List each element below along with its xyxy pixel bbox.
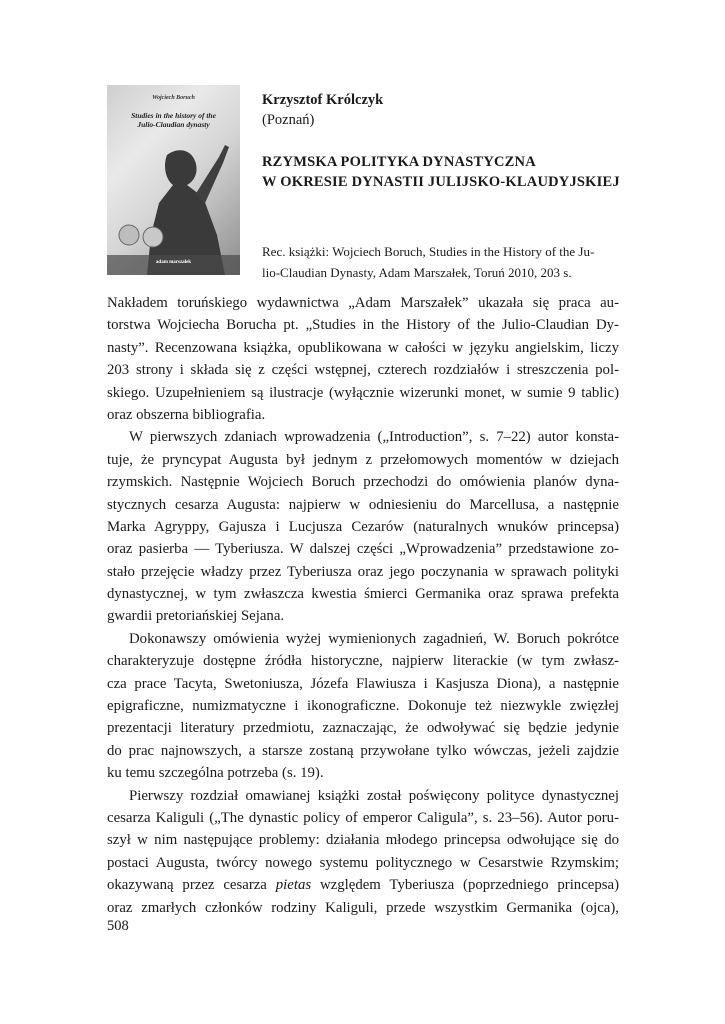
text-line: cesarza Kaliguli („The dynastic policy of emperor Caligula”, s. 23–56). Autor poru- [107, 809, 619, 826]
article-title [262, 152, 620, 192]
review-citation [262, 241, 620, 283]
cover-publisher: adam marszałek [155, 260, 192, 265]
text-line: oraz obszerna bibliografia. [107, 406, 266, 423]
text-line: Pierwszy rozdział omawianej książki został poświęcony polityce dynastycznej [129, 787, 619, 804]
text-line: Nakładem toruńskiego wydawnictwa „Adam Marszałek” ukazała się praca au- [107, 295, 619, 311]
text-line: rzymskich. Następnie Wojciech Boruch przechodzi do omówienia planów dyna- [107, 474, 619, 491]
citation-line: Rec. książki: Wojciech Boruch, Studies in the History of the Ju- [262, 244, 595, 259]
article-title-line: W OKRESIE DYNASTII JULIJSKO-KLAUDYJSKIEJ [262, 174, 620, 190]
text-line: szył w nim następujące problemy: działania młodego princepsa odwołujące się do [107, 832, 619, 849]
text-line: postaci Augusta, twórcy nowego systemu politycznego w Cesarstwie Rzymskim; [107, 854, 619, 871]
text-line: okazywaną przez cesarza pietas względem Tyberiusza (poprzedniego princepsa) [107, 877, 619, 894]
text-line: oraz pasierba — Tyberiusza. W dalszej części „Wprowadzenia” przedstawione zo- [107, 541, 619, 558]
text-line: oraz zmarłych członków rodziny Kaliguli, przede wszystkim Germanika (ojca), [107, 899, 619, 916]
text-line: torstwa Wojciecha Borucha pt. „Studies in the History of the Julio-Claudian Dy- [107, 317, 619, 334]
text-line: epigraficzne, numizmatyczne i ikonograficzne. Dokonuje też niezwykle zwięzłej [107, 698, 619, 715]
text-line: stało przejęcie władzy przez Tyberiusza oraz jego poczynania w sprawach polityki [107, 563, 619, 580]
citation-line: lio-Claudian Dynasty, Adam Marszałek, Toruń 2010, 203 s. [262, 265, 572, 280]
cover-author: Wojciech Boruch [152, 95, 195, 101]
review-author: Krzysztof Królczyk [262, 92, 384, 108]
text-line: Marka Agryppy, Gajusza i Lucjusza Cezarów (naturalnych wnuków princepsa) [107, 518, 619, 535]
text-line: W pierwszych zdaniach wprowadzenia („Introduction”, s. 7–22) autor konsta- [129, 429, 619, 446]
text-line: ku temu szczególna potrzeba (s. 19). [107, 765, 324, 782]
text-line: nasty”. Recenzowana książka, opublikowana w całości w języku angielskim, liczy [107, 339, 619, 356]
text-line: do prac najnowszych, a starsze zostaną przywołane tylko wówczas, jeżeli zajdzie [107, 742, 619, 759]
text-line: tuje, że pryncypat Augusta był jednym z przełomowych momentów w dziejach [107, 451, 619, 468]
text-line: charakteryzuje dostępne źródła historyczne, najpierw literackie (w tym zwłasz- [107, 653, 619, 670]
text-line: 203 strony i składa się z części wstępnej, czterech rozdziałów i streszczenia pol- [107, 362, 619, 379]
cover-title: Studies in the history of the Julio-Claudian dynasty [131, 111, 216, 129]
text-line: Dokonawszy omówienia wyżej wymienionych zagadnień, W. Boruch pokrótce [129, 630, 619, 647]
text-line: stycznych cesarza Augusta: najpierw w odniesieniu do Marcellusa, a następnie [107, 496, 619, 513]
book-cover-image [107, 85, 240, 275]
article-body [107, 292, 619, 919]
text-line: skiego. Uzupełnieniem są ilustracje (wyłącznie wizerunki monet, w sumie 9 tablic) [107, 384, 619, 401]
page-number: 508 [107, 918, 129, 934]
text-line: gwardii pretoriańskiej Sejana. [107, 608, 285, 625]
text-line: cza prace Tacyta, Swetoniusza, Józefa Flawiusza i Kasjusza Diona), a następnie [107, 675, 619, 692]
text-line: dynastycznej, w tym zwłaszcza kwestia śmierci Germanika oraz sprawa prefekta [107, 586, 619, 603]
italic-term: pietas [275, 877, 312, 894]
article-title-line: RZYMSKA POLITYKA DYNASTYCZNA [262, 154, 536, 170]
author-affiliation: (Poznań) [262, 112, 315, 128]
text-line: prezentacji literatury przedmiotu, zaznaczając, że odwoływać się będzie jedynie [107, 720, 619, 737]
